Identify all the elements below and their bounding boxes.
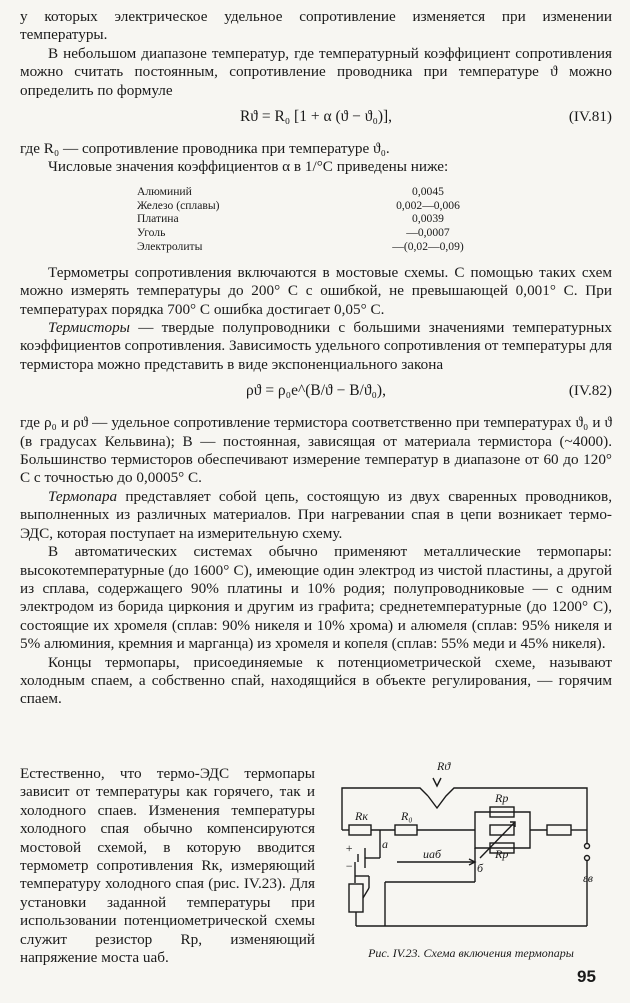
term-thermistors: Термисторы	[48, 319, 130, 337]
paragraph-small-range: В небольшом диапазоне температур, где температурный коэффициент сопротивления можно считать постоянным, сопротивление проводника при температуре ϑ можно определить по формуле	[20, 44, 612, 99]
material-name: Железо (сплавы)	[137, 198, 220, 212]
material-name: Уголь	[137, 226, 166, 240]
label-r0: R₀	[401, 809, 413, 823]
thermocouple-wire	[342, 788, 590, 926]
paragraph-lower: Естественно, что термо-ЭДС термопары зависит от температуры как горячего, так и холодного спаев. Изменения температуры холодного спая обычно компенсируются мостовой схемой, в которую вводится термометр сопротивления Rк, измеряющий температуру холодного спая (рис. IV.23). Для установки заданной температуры при использовании потенциометрической схемы служит резистор Rр, изменяющий напряжение моста uаб.	[20, 765, 315, 967]
formula-iv81	[20, 108, 612, 134]
label-plus: +	[345, 841, 354, 855]
paragraph-where-r0: где R₀ — сопротивление проводника при температуре ϑ₀.	[20, 140, 390, 158]
label-rp-bottom: Rр	[495, 847, 509, 861]
table-row	[137, 240, 473, 254]
table-row	[137, 199, 473, 213]
coef-value: —(0,02—0,09)	[392, 240, 464, 254]
paragraph-thermometers: Термометры сопротивления включаются в мостовые схемы. С помощью таких схем можно измерять температуры до 200° С с ошибкой, не превышающей 0,001° С. При температурах порядка 700° С ошибка достигает 0,05° С.	[20, 263, 612, 318]
label-r-theta: Rϑ	[437, 759, 451, 773]
thermocouple-text: представляет собой цепь, состоящую из двух сваренных проводников, выполненных из различных материалов. При нагревании спая в цепи возникает термо-ЭДС, которая поступает на измерительную схему.	[20, 487, 612, 542]
table-row	[137, 185, 473, 199]
thermistor-symbol	[433, 778, 441, 786]
table-row	[137, 212, 473, 226]
bridge-top	[342, 825, 475, 835]
formula-expression: Rϑ = R₀ [1 + α (ϑ − ϑ₀)],	[239, 108, 393, 126]
formula-iv82	[20, 382, 612, 408]
figure-circuit	[325, 758, 607, 938]
label-uab: uаб	[423, 847, 442, 861]
label-node-a: а	[382, 837, 388, 851]
table-row	[137, 226, 473, 240]
coefficient-table	[137, 185, 473, 254]
formula-number: (IV.82)	[568, 382, 612, 400]
text-lower-column	[20, 765, 315, 967]
coef-value: 0,002—0,006	[396, 198, 460, 212]
paragraph-automatic-systems: В автоматических системах обычно применяют металлические термопары: высокотемпературные (до 1600° С), имеющие один электрод из чистой пластины, а другой из сплава, содержащего 90% платины и 10% родия; полупроводниковые — с одним электродом из борида циркония и другим из графита; среднетемпературные (до 1200° С), состоящие их хромеля (сплав: 90% никеля и 10% хрома) и алюмеля (сплав: 95% никеля и 5% алюминия, кремния и марганца) из хромеля и копеля (сплав: 55% меди и 45% никеля).	[20, 543, 612, 653]
page-number: 95	[577, 967, 596, 986]
coef-value: —0,0007	[406, 226, 450, 240]
paragraph-thermocouple	[20, 488, 612, 543]
formula-expression: ρϑ = ρ₀e^(B/ϑ − B/ϑ₀),	[246, 382, 386, 400]
paragraph-thermistors	[20, 319, 612, 374]
bridge-lower	[365, 830, 587, 926]
label-eb: εв	[583, 871, 593, 885]
text-column	[20, 8, 612, 709]
paragraph-continued: у которых электрическое удельное сопротивление изменяется при изменении температуры.	[20, 8, 612, 44]
material-name: Алюминий	[137, 184, 192, 198]
material-name: Платина	[137, 212, 179, 226]
circuit-diagram	[325, 758, 607, 938]
paragraph-where-rho: где ρ₀ и ρϑ — удельное сопротивление термистора соответственно при температурах ϑ₀ и ϑ (в градусах Кельвина); B — постоянная, зависящая от материала термистора (~4000). Большинство термисторов обеспечивают измерение температур в диапазоне от 60 до 120° С с точностью до 0,0005° С.	[20, 414, 612, 487]
coef-value: 0,0045	[412, 184, 444, 198]
thermistors-text: — твердые полупроводники с большими значениями температурных коэффициентов сопротивления. Зависимость удельного сопротивления от температуры для термистора можно представить в виде экспоненциального закона	[20, 319, 612, 373]
rp-group	[475, 807, 587, 858]
term-thermocouple: Термопара	[48, 487, 118, 505]
battery-rheostat	[349, 848, 385, 926]
formula-number: (IV.81)	[568, 108, 612, 126]
paragraph-ends: Концы термопары, присоединяемые к потенциометрической схеме, называют холодным спаем, а собственно спай, находящийся в объекте регулирования, — горячим спаем.	[20, 653, 612, 708]
material-name: Электролиты	[137, 240, 203, 254]
label-rk: Rк	[355, 809, 368, 823]
paragraph-coef-intro: Числовые значения коэффициентов α в 1/°С приведены ниже:	[48, 158, 449, 176]
label-node-b: б	[477, 861, 484, 875]
figure-caption: Рис. IV.23. Схема включения термопары	[368, 946, 574, 960]
coef-value: 0,0039	[412, 212, 444, 226]
label-rp-top: Rр	[495, 791, 509, 805]
label-minus: −	[345, 859, 354, 873]
